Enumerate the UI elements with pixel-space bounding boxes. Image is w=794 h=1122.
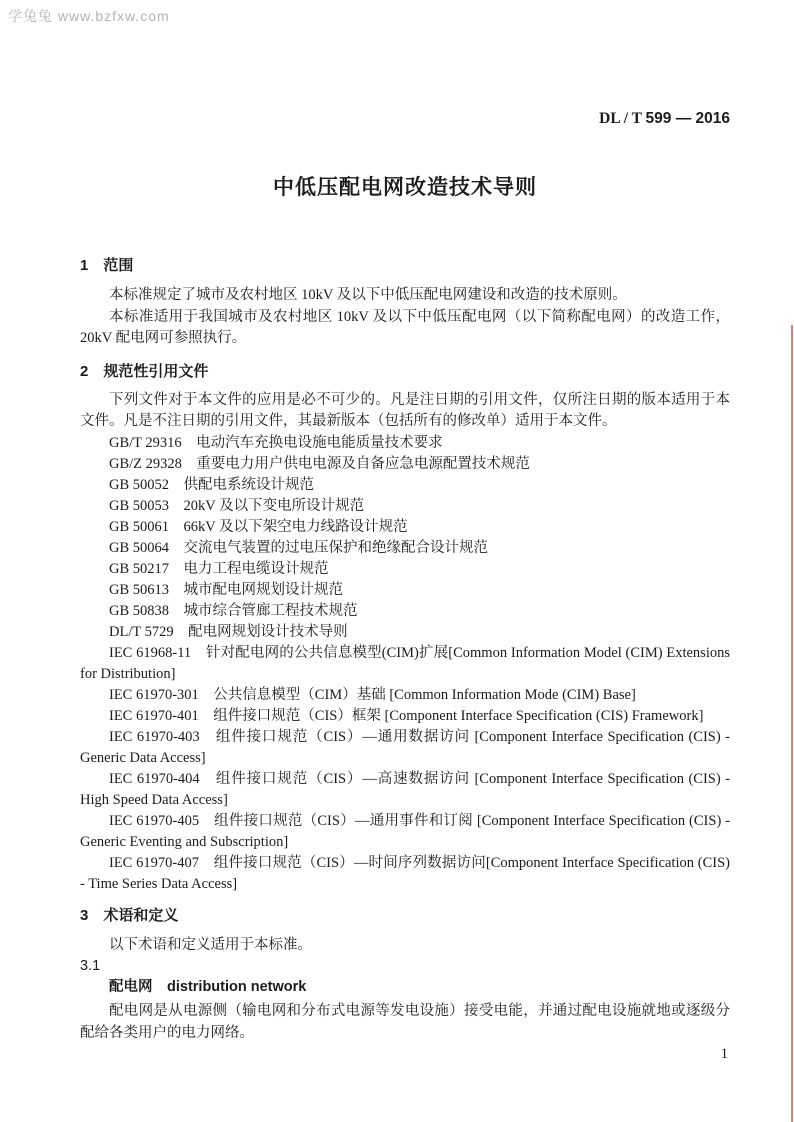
reference-entry: IEC 61968-11 针对配电网的公共信息模型(CIM)扩展[Common Information Model (CIM) Extensions for Distribution]: [80, 644, 730, 682]
reference-entry: GB 50217 电力工程电缆设计规范: [109, 560, 329, 577]
reference-list: [80, 433, 730, 895]
section-normative-heading: 2 规范性引用文件: [80, 362, 209, 380]
reference-entry: IEC 61970-403 组件接口规范（CIS）—通用数据访问 [Component Interface Specification (CIS) - Generic Data Access]: [80, 728, 730, 766]
reference-entry: IEC 61970-401 组件接口规范（CIS）框架 [Component Interface Specification (CIS) Framework]: [109, 707, 704, 724]
reference-entry: GB 50052 供配电系统设计规范: [109, 476, 315, 493]
reference-entry: GB 50064 交流电气装置的过电压保护和绝缘配合设计规范: [109, 539, 489, 556]
reference-entry: IEC 61970-404 组件接口规范（CIS）—高速数据访问 [Component Interface Specification (CIS) - High Speed Data Access]: [80, 770, 730, 808]
page-number: 1: [720, 1046, 728, 1062]
reference-entry: GB/T 29316 电动汽车充换电设施电能质量技术要求: [109, 434, 443, 451]
watermark: 学兔兔 www.bzfxw.com: [8, 8, 170, 24]
term-entry: 配电网 distribution network: [109, 979, 307, 995]
page-title: 中低压配电网改造技术导则: [273, 176, 537, 199]
clause-number: 3.1: [80, 958, 101, 974]
normative-intro-paragraph: 下列文件对于本文件的应用是必不可少的。凡是注日期的引用文件，仅所注日期的版本适用于本文件。凡是不注日期的引用文件，其最新版本（包括所有的修改单）适用于本文件。: [80, 391, 730, 429]
reference-entry: GB 50061 66kV 及以下架空电力线路设计规范: [109, 518, 408, 535]
page-content: [80, 108, 730, 1044]
reference-entry: GB 50838 城市综合管廊工程技术规范: [109, 602, 358, 619]
scope-paragraph-2: 本标准适用于我国城市及农村地区 10kV 及以下中低压配电网（以下简称配电网）的改造工作，20kV 配电网可参照执行。: [80, 308, 730, 346]
term-definition: 配电网是从电源侧（输电网和分布式电源等发电设施）接受电能，并通过配电设施就地或逐级分配给各类用户的电力网络。: [80, 1003, 730, 1041]
reference-entry: GB/Z 29328 重要电力用户供电电源及自备应急电源配置技术规范: [109, 455, 530, 472]
doc-code-number: 599 — 2016: [645, 110, 730, 127]
doc-code: [80, 108, 730, 129]
reference-entry: IEC 61970-301 公共信息模型（CIM）基础 [Common Information Mode (CIM) Base]: [109, 686, 636, 703]
scan-artifact-line: [791, 325, 793, 1122]
reference-entry: GB 50613 城市配电网规划设计规范: [109, 581, 344, 598]
section-scope-heading: 1 范围: [80, 257, 134, 274]
reference-entry: GB 50053 20kV 及以下变电所设计规范: [109, 497, 365, 514]
scope-paragraph-1: 本标准规定了城市及农村地区 10kV 及以下中低压配电网建设和改造的技术原则。: [109, 287, 627, 303]
reference-entry: DL/T 5729 配电网规划设计技术导则: [109, 623, 348, 640]
section-terms-heading: 3 术语和定义: [80, 906, 179, 924]
reference-entry: IEC 61970-407 组件接口规范（CIS）—时间序列数据访问[Component Interface Specification (CIS) - Time Series Data Access]: [80, 854, 730, 892]
doc-code-prefix: DL / T: [599, 110, 642, 127]
terms-intro-paragraph: 以下术语和定义适用于本标准。: [109, 936, 312, 953]
reference-entry: IEC 61970-405 组件接口规范（CIS）—通用事件和订阅 [Component Interface Specification (CIS) - Generic Eventing and Subscription]: [80, 812, 730, 850]
